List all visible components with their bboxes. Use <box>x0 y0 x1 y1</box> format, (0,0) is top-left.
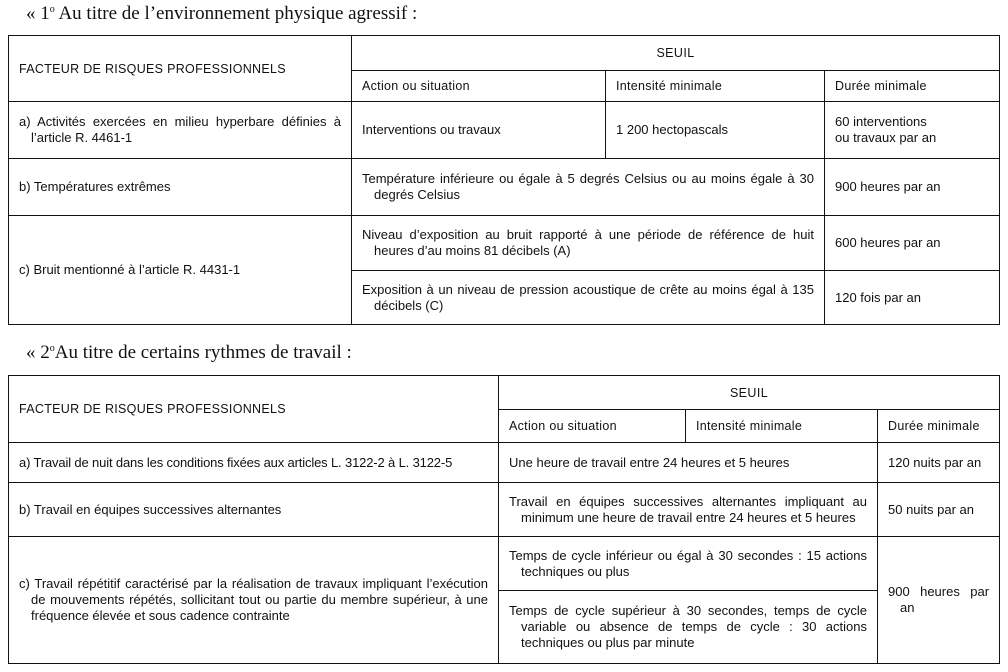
header-duree: Durée minimale <box>825 71 1000 102</box>
header-action: Action ou situation <box>499 410 686 443</box>
table-rythmes-de-travail <box>8 375 1000 664</box>
table-row <box>9 483 1000 537</box>
intensite-cell: 1 200 hectopascals <box>606 102 825 159</box>
table-row <box>9 102 1000 159</box>
table-environnement-physique <box>8 35 1000 325</box>
duree-cell: 50 nuits par an <box>878 483 1000 537</box>
duree-cell: 900 heures par an <box>878 537 1000 664</box>
section2-heading-ordinal: o <box>49 343 55 354</box>
duree-cell: 120 fois par an <box>825 271 1000 325</box>
action-cell: Temps de cycle inférieur ou égal à 30 secondes : 15 actions techniques ou plus <box>499 537 878 591</box>
factor-cell: a) Travail de nuit dans les conditions fixées aux articles L. 3122-2 à L. 3122-5 <box>9 443 499 483</box>
table-row <box>9 216 1000 271</box>
action-cell: Exposition à un niveau de pression acoustique de crête au moins égal à 135 décibels (C) <box>352 271 825 325</box>
header-action: Action ou situation <box>352 71 606 102</box>
duree-line: 60 interventions <box>835 114 927 129</box>
header-row <box>9 376 1000 410</box>
section1-heading-text: Au titre de l’environnement physique agressif : <box>54 3 418 24</box>
table-row <box>9 537 1000 591</box>
action-cell: Température inférieure ou égale à 5 degrés Celsius ou au moins égale à 30 degrés Celsius <box>352 159 825 216</box>
section2-heading <box>26 342 352 364</box>
duree-cell <box>825 102 1000 159</box>
factor-cell: b) Températures extrêmes <box>9 159 352 216</box>
section1-heading-number: « 1 <box>26 3 50 24</box>
factor-cell: b) Travail en équipes successives alternantes <box>9 483 499 537</box>
table-row <box>9 159 1000 216</box>
action-cell: Niveau d’exposition au bruit rapporté à une période de référence de huit heures d’au moins 81 décibels (A) <box>352 216 825 271</box>
header-duree: Durée minimale <box>878 410 1000 443</box>
header-intensite: Intensité minimale <box>686 410 878 443</box>
action-cell: Travail en équipes successives alternantes impliquant au minimum une heure de travail entre 24 heures et 5 heures <box>499 483 878 537</box>
factor-cell: a) Activités exercées en milieu hyperbare définies à l’article R. 4461-1 <box>9 102 352 159</box>
header-factor: FACTEUR DE RISQUES PROFESSIONNELS <box>9 376 499 443</box>
duree-cell: 600 heures par an <box>825 216 1000 271</box>
header-seuil: SEUIL <box>499 376 1000 410</box>
action-cell: Interventions ou travaux <box>352 102 606 159</box>
table-row <box>9 443 1000 483</box>
section2-heading-text: Au titre de certains rythmes de travail : <box>54 342 352 363</box>
duree-cell: 120 nuits par an <box>878 443 1000 483</box>
section1-heading-ordinal: o <box>49 4 55 15</box>
factor-cell: c) Travail répétitif caractérisé par la réalisation de travaux impliquant l’exécution de mouvements répétés, sollicitant tout ou partie du membre supérieur, à une fréquence élevée et sous cadence contrainte <box>9 537 499 664</box>
duree-line: ou travaux par an <box>835 130 937 145</box>
header-row <box>9 36 1000 71</box>
header-factor: FACTEUR DE RISQUES PROFESSIONNELS <box>9 36 352 102</box>
section2-heading-number: « 2 <box>26 342 50 363</box>
duree-cell: 900 heures par an <box>825 159 1000 216</box>
header-seuil: SEUIL <box>352 36 1000 71</box>
action-cell: Une heure de travail entre 24 heures et 5 heures <box>499 443 878 483</box>
action-cell: Temps de cycle supérieur à 30 secondes, temps de cycle variable ou absence de temps de cycle : 30 actions techniques ou plus par minute <box>499 591 878 664</box>
section1-heading <box>26 3 417 25</box>
factor-cell: c) Bruit mentionné à l’article R. 4431-1 <box>9 216 352 325</box>
header-intensite: Intensité minimale <box>606 71 825 102</box>
